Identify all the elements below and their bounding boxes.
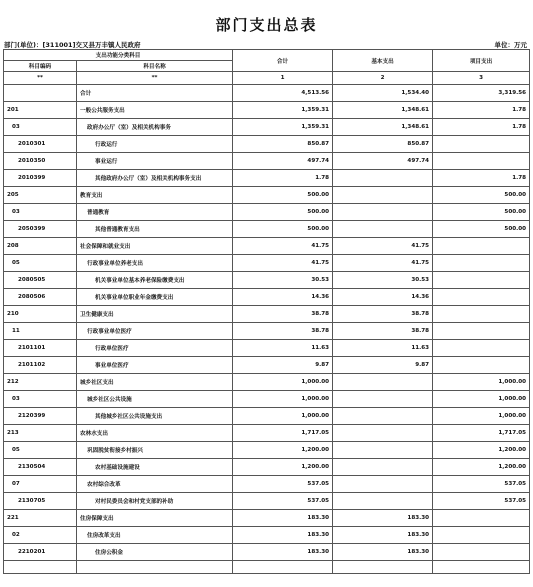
code-cell: 03	[4, 391, 77, 408]
table-row	[4, 272, 530, 289]
code-cell: 03	[4, 204, 77, 221]
table-row	[4, 153, 530, 170]
name-cell: 行政单位医疗	[77, 340, 233, 357]
project-cell	[433, 544, 530, 561]
project-cell	[433, 357, 530, 374]
project-cell: 1,000.00	[433, 374, 530, 391]
table-row	[4, 85, 530, 102]
table-row	[4, 442, 530, 459]
name-cell: 政府办公厅（室）及相关机构事务	[77, 119, 233, 136]
total-cell: 9.87	[233, 357, 333, 374]
code-cell: 02	[4, 527, 77, 544]
total-cell: 1,717.05	[233, 425, 333, 442]
table-row	[4, 357, 530, 374]
total-cell: 497.74	[233, 153, 333, 170]
basic-cell	[333, 442, 433, 459]
code-cell	[4, 561, 77, 574]
name-cell: 合计	[77, 85, 233, 102]
basic-cell	[333, 408, 433, 425]
code-cell: 2210201	[4, 544, 77, 561]
basic-cell	[333, 459, 433, 476]
total-cell: 500.00	[233, 221, 333, 238]
basic-cell: 38.78	[333, 323, 433, 340]
code-cell: 2101102	[4, 357, 77, 374]
unit-label: 部门(单位)：[311001]交又县万丰镇人民政府	[4, 41, 141, 49]
code-cell: 2010399	[4, 170, 77, 187]
code-cell: 210	[4, 306, 77, 323]
code-cell: 208	[4, 238, 77, 255]
table-row	[4, 323, 530, 340]
header-project: 项目支出	[433, 50, 530, 72]
name-cell: 机关事业单位职业年金缴费支出	[77, 289, 233, 306]
code-cell: 05	[4, 442, 77, 459]
code-cell: 213	[4, 425, 77, 442]
name-cell: 行政事业单位医疗	[77, 323, 233, 340]
project-cell: 3,319.56	[433, 85, 530, 102]
total-cell: 1,200.00	[233, 442, 333, 459]
project-cell: 500.00	[433, 204, 530, 221]
index-project: 3	[433, 72, 530, 85]
total-cell: 11.63	[233, 340, 333, 357]
name-cell: 巩固脱贫衔接乡村振兴	[77, 442, 233, 459]
header-group: 支出功能分类科目	[4, 50, 233, 61]
name-cell: 城乡社区公共设施	[77, 391, 233, 408]
name-cell: 事业单位医疗	[77, 357, 233, 374]
code-cell: 03	[4, 119, 77, 136]
project-cell	[433, 153, 530, 170]
total-cell: 537.05	[233, 493, 333, 510]
table-row	[4, 459, 530, 476]
basic-cell: 11.63	[333, 340, 433, 357]
basic-cell: 1,534.40	[333, 85, 433, 102]
code-cell: 2050399	[4, 221, 77, 238]
basic-cell: 850.87	[333, 136, 433, 153]
basic-cell: 41.75	[333, 238, 433, 255]
total-cell: 41.75	[233, 238, 333, 255]
name-cell: 农林水支出	[77, 425, 233, 442]
project-cell	[433, 272, 530, 289]
project-cell: 1,717.05	[433, 425, 530, 442]
project-cell	[433, 340, 530, 357]
total-cell: 850.87	[233, 136, 333, 153]
name-cell: 其他政府办公厅（室）及相关机构事务支出	[77, 170, 233, 187]
table-row	[4, 102, 530, 119]
table-row	[4, 561, 530, 574]
name-cell: 社会保障和就业支出	[77, 238, 233, 255]
name-cell: 住房保障支出	[77, 510, 233, 527]
table-row	[4, 136, 530, 153]
code-cell: 201	[4, 102, 77, 119]
header-name: 科目名称	[77, 61, 233, 72]
total-cell: 41.75	[233, 255, 333, 272]
index-basic: 2	[333, 72, 433, 85]
code-cell: 2130705	[4, 493, 77, 510]
table-row	[4, 204, 530, 221]
name-cell: 卫生健康支出	[77, 306, 233, 323]
project-cell: 1,000.00	[433, 391, 530, 408]
name-cell	[77, 561, 233, 574]
table-row	[4, 119, 530, 136]
code-cell: 205	[4, 187, 77, 204]
code-cell	[4, 85, 77, 102]
project-cell: 537.05	[433, 493, 530, 510]
name-cell: 城乡社区支出	[77, 374, 233, 391]
table-row	[4, 255, 530, 272]
basic-cell: 14.36	[333, 289, 433, 306]
project-cell	[433, 323, 530, 340]
project-cell	[433, 510, 530, 527]
code-cell: 2130504	[4, 459, 77, 476]
basic-cell	[333, 204, 433, 221]
project-cell: 1.78	[433, 119, 530, 136]
project-cell: 1,200.00	[433, 442, 530, 459]
table-row	[4, 493, 530, 510]
table-row	[4, 170, 530, 187]
header-total: 合计	[233, 50, 333, 72]
name-cell: 对村民委员会和村党支部的补助	[77, 493, 233, 510]
total-cell: 38.78	[233, 306, 333, 323]
table-row	[4, 238, 530, 255]
name-cell: 其他城乡社区公共设施支出	[77, 408, 233, 425]
code-cell: 2120399	[4, 408, 77, 425]
table-body	[4, 85, 530, 574]
name-cell: 事业运行	[77, 153, 233, 170]
basic-cell: 183.30	[333, 510, 433, 527]
basic-cell	[333, 374, 433, 391]
project-cell	[433, 527, 530, 544]
basic-cell: 1,348.61	[333, 119, 433, 136]
project-cell	[433, 561, 530, 574]
project-cell: 1.78	[433, 102, 530, 119]
total-cell: 537.05	[233, 476, 333, 493]
project-cell	[433, 289, 530, 306]
table-row	[4, 340, 530, 357]
total-cell: 30.53	[233, 272, 333, 289]
basic-cell: 497.74	[333, 153, 433, 170]
name-cell: 一般公共服务支出	[77, 102, 233, 119]
basic-cell	[333, 493, 433, 510]
header-basic: 基本支出	[333, 50, 433, 72]
amount-unit: 单位：万元	[494, 41, 527, 49]
basic-cell	[333, 187, 433, 204]
basic-cell	[333, 170, 433, 187]
table-row	[4, 476, 530, 493]
basic-cell	[333, 476, 433, 493]
project-cell	[433, 238, 530, 255]
basic-cell: 38.78	[333, 306, 433, 323]
code-cell: 2101101	[4, 340, 77, 357]
basic-cell	[333, 561, 433, 574]
total-cell: 14.36	[233, 289, 333, 306]
basic-cell: 41.75	[333, 255, 433, 272]
total-cell: 1,000.00	[233, 374, 333, 391]
table-row	[4, 221, 530, 238]
project-cell: 1,000.00	[433, 408, 530, 425]
code-cell: 2080505	[4, 272, 77, 289]
name-cell: 住房改革支出	[77, 527, 233, 544]
name-cell: 农村综合改革	[77, 476, 233, 493]
table-row	[4, 289, 530, 306]
header-code: 科目编码	[4, 61, 77, 72]
total-cell: 500.00	[233, 204, 333, 221]
code-cell: 2080506	[4, 289, 77, 306]
code-cell: 2010350	[4, 153, 77, 170]
total-cell: 183.30	[233, 527, 333, 544]
name-cell: 行政事业单位养老支出	[77, 255, 233, 272]
name-cell: 行政运行	[77, 136, 233, 153]
project-cell	[433, 255, 530, 272]
index-total: 1	[233, 72, 333, 85]
basic-cell: 183.30	[333, 544, 433, 561]
total-cell: 4,513.56	[233, 85, 333, 102]
table-row	[4, 527, 530, 544]
total-cell: 1,000.00	[233, 391, 333, 408]
project-cell	[433, 306, 530, 323]
total-cell: 1,200.00	[233, 459, 333, 476]
total-cell: 38.78	[233, 323, 333, 340]
basic-cell	[333, 425, 433, 442]
code-cell: 11	[4, 323, 77, 340]
basic-cell	[333, 221, 433, 238]
name-cell: 教育支出	[77, 187, 233, 204]
total-cell: 1,359.31	[233, 102, 333, 119]
basic-cell: 30.53	[333, 272, 433, 289]
report-title: 部门支出总表	[215, 16, 318, 34]
index-code: **	[4, 72, 77, 85]
total-cell: 183.30	[233, 544, 333, 561]
table-row	[4, 187, 530, 204]
expenditure-table	[3, 49, 530, 574]
total-cell: 1.78	[233, 170, 333, 187]
total-cell: 1,000.00	[233, 408, 333, 425]
project-cell: 537.05	[433, 476, 530, 493]
name-cell: 普通教育	[77, 204, 233, 221]
project-cell: 1.78	[433, 170, 530, 187]
index-name: **	[77, 72, 233, 85]
code-cell: 221	[4, 510, 77, 527]
total-cell: 183.30	[233, 510, 333, 527]
project-cell: 500.00	[433, 221, 530, 238]
basic-cell	[333, 391, 433, 408]
total-cell	[233, 561, 333, 574]
basic-cell: 183.30	[333, 527, 433, 544]
basic-cell: 1,348.61	[333, 102, 433, 119]
name-cell: 其他普通教育支出	[77, 221, 233, 238]
table-row	[4, 306, 530, 323]
basic-cell: 9.87	[333, 357, 433, 374]
table-row	[4, 391, 530, 408]
table-row	[4, 544, 530, 561]
table-row	[4, 425, 530, 442]
code-cell: 212	[4, 374, 77, 391]
project-cell: 500.00	[433, 187, 530, 204]
code-cell: 07	[4, 476, 77, 493]
code-cell: 2010301	[4, 136, 77, 153]
name-cell: 机关事业单位基本养老保险缴费支出	[77, 272, 233, 289]
total-cell: 500.00	[233, 187, 333, 204]
name-cell: 农村基础设施建设	[77, 459, 233, 476]
project-cell: 1,200.00	[433, 459, 530, 476]
project-cell	[433, 136, 530, 153]
name-cell: 住房公积金	[77, 544, 233, 561]
table-row	[4, 510, 530, 527]
table-row	[4, 374, 530, 391]
code-cell: 05	[4, 255, 77, 272]
total-cell: 1,359.31	[233, 119, 333, 136]
table-row	[4, 408, 530, 425]
